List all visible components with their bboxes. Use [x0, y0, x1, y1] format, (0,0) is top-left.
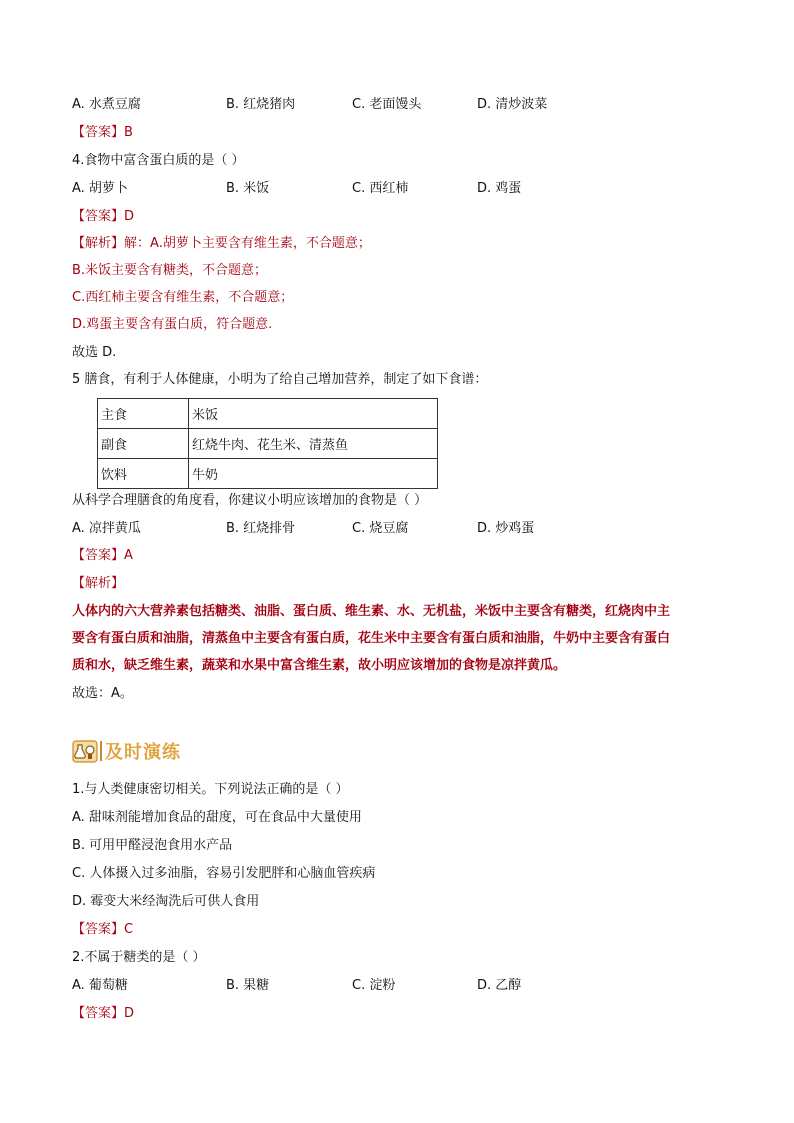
- q4-conclusion: 故选 D.: [72, 345, 117, 360]
- p2-option-d: D. 乙醇: [477, 978, 522, 993]
- q5-option-a: A. 凉拌黄瓜: [72, 521, 141, 536]
- table-cell: 饮料: [98, 459, 189, 489]
- table-cell: 红烧牛肉、花生米、清蒸鱼: [189, 429, 438, 459]
- q3-options: [72, 96, 672, 114]
- answer-value: C: [124, 922, 134, 937]
- p2-option-b: B. 果糖: [226, 978, 270, 993]
- table-cell: 主食: [98, 399, 189, 429]
- answer-value: D: [124, 1006, 135, 1021]
- analysis-text: 解：: [124, 236, 151, 251]
- p1-option-b: B. 可用甲醛浸泡食用水产品: [72, 838, 233, 853]
- q4-analysis-line-2: B.米饭主要含有糖类，不合题意；: [72, 263, 268, 278]
- table-cell: 副食: [98, 429, 189, 459]
- p1-stem: 1.与人类健康密切相关。下列说法正确的是（ ）: [72, 782, 349, 797]
- menu-table: [97, 398, 438, 489]
- p1-option-c: C. 人体摄入过多油脂，容易引发肥胖和心脑血管疾病: [72, 866, 376, 881]
- q4-option-a: A. 胡萝卜: [72, 181, 128, 196]
- table-cell: 米饭: [189, 399, 438, 429]
- table-cell: 牛奶: [189, 459, 438, 489]
- q4-analysis-line-4: D.鸡蛋主要含有蛋白质，符合题意.: [72, 317, 273, 332]
- q5-conclusion: 故选：A。: [72, 686, 133, 701]
- q5-stem: 5 膳食，有利于人体健康，小明为了给自己增加营养，制定了如下食谱：: [72, 372, 488, 387]
- answer-value: B: [124, 125, 133, 140]
- answer-value: A: [124, 548, 133, 563]
- answer-value: D: [124, 209, 135, 224]
- q3-option-d: D. 清炒波菜: [477, 97, 548, 112]
- p2-option-c: C. 淀粉: [352, 978, 396, 993]
- analysis-text: A.胡萝卜主要含有维生素，不合题意；: [150, 236, 371, 251]
- q4-analysis-line-3: C.西红柿主要含有维生素，不合题意；: [72, 290, 294, 305]
- analysis-line: 质和水，缺乏维生素，蔬菜和水果中富含维生素，故小明应该增加的食物是凉拌黄瓜。: [72, 658, 567, 673]
- answer-label: 【答案】: [72, 922, 125, 937]
- p2-answer: [72, 1005, 134, 1023]
- q5-question: 从科学合理膳食的角度看，你建议小明应该增加的食物是（ ）: [72, 493, 428, 508]
- table-row: [98, 429, 438, 459]
- q4-option-b: B. 米饭: [226, 181, 270, 196]
- p2-options: [72, 977, 672, 995]
- q4-stem: 4.食物中富含蛋白质的是（ ）: [72, 153, 245, 168]
- q5-options: [72, 520, 672, 538]
- answer-label: 【答案】: [72, 209, 125, 224]
- q5-option-c: C. 烧豆腐: [352, 521, 409, 536]
- section-divider: [100, 741, 102, 761]
- q5-analysis-paragraph: [72, 598, 732, 679]
- answer-label: 【答案】: [72, 125, 125, 140]
- section-header: [72, 738, 181, 764]
- q3-option-a: A. 水煮豆腐: [72, 97, 141, 112]
- answer-label: 【答案】: [72, 1006, 125, 1021]
- q5-analysis-label: 【解析】: [72, 576, 125, 591]
- q3-option-c: C. 老面馒头: [352, 97, 422, 112]
- section-title: 及时演练: [105, 742, 181, 763]
- q3-option-b: B. 红烧猪肉: [226, 97, 296, 112]
- p1-answer: [72, 921, 133, 939]
- analysis-label: 【解析】: [72, 236, 125, 251]
- p2-option-a: A. 葡萄糖: [72, 978, 128, 993]
- q4-option-d: D. 鸡蛋: [477, 181, 522, 196]
- p2-stem: 2.不属于糖类的是（ ）: [72, 950, 206, 965]
- answer-label: 【答案】: [72, 548, 125, 563]
- table-row: [98, 459, 438, 489]
- table-row: [98, 399, 438, 429]
- p1-option-d: D. 霉变大米经淘洗后可供人食用: [72, 894, 260, 909]
- q5-option-b: B. 红烧排骨: [226, 521, 296, 536]
- q4-options: [72, 180, 672, 198]
- analysis-line: 要含有蛋白质和油脂，清蒸鱼中主要含有蛋白质，花生米中主要含有蛋白质和油脂，牛奶中主要含有蛋白: [72, 631, 671, 646]
- p1-option-a: A. 甜味剂能增加食品的甜度，可在食品中大量使用: [72, 810, 362, 825]
- q4-option-c: C. 西红柿: [352, 181, 409, 196]
- analysis-line: 人体内的六大营养素包括糖类、油脂、蛋白质、维生素、水、无机盐，米饭中主要含有糖类，红烧肉中主: [72, 604, 671, 619]
- q3-answer: [72, 124, 133, 142]
- lab-flask-icon: [72, 738, 98, 764]
- q5-option-d: D. 炒鸡蛋: [477, 521, 535, 536]
- q4-answer: [72, 208, 134, 226]
- q4-analysis-line-1: [72, 235, 371, 253]
- q5-answer: [72, 547, 133, 565]
